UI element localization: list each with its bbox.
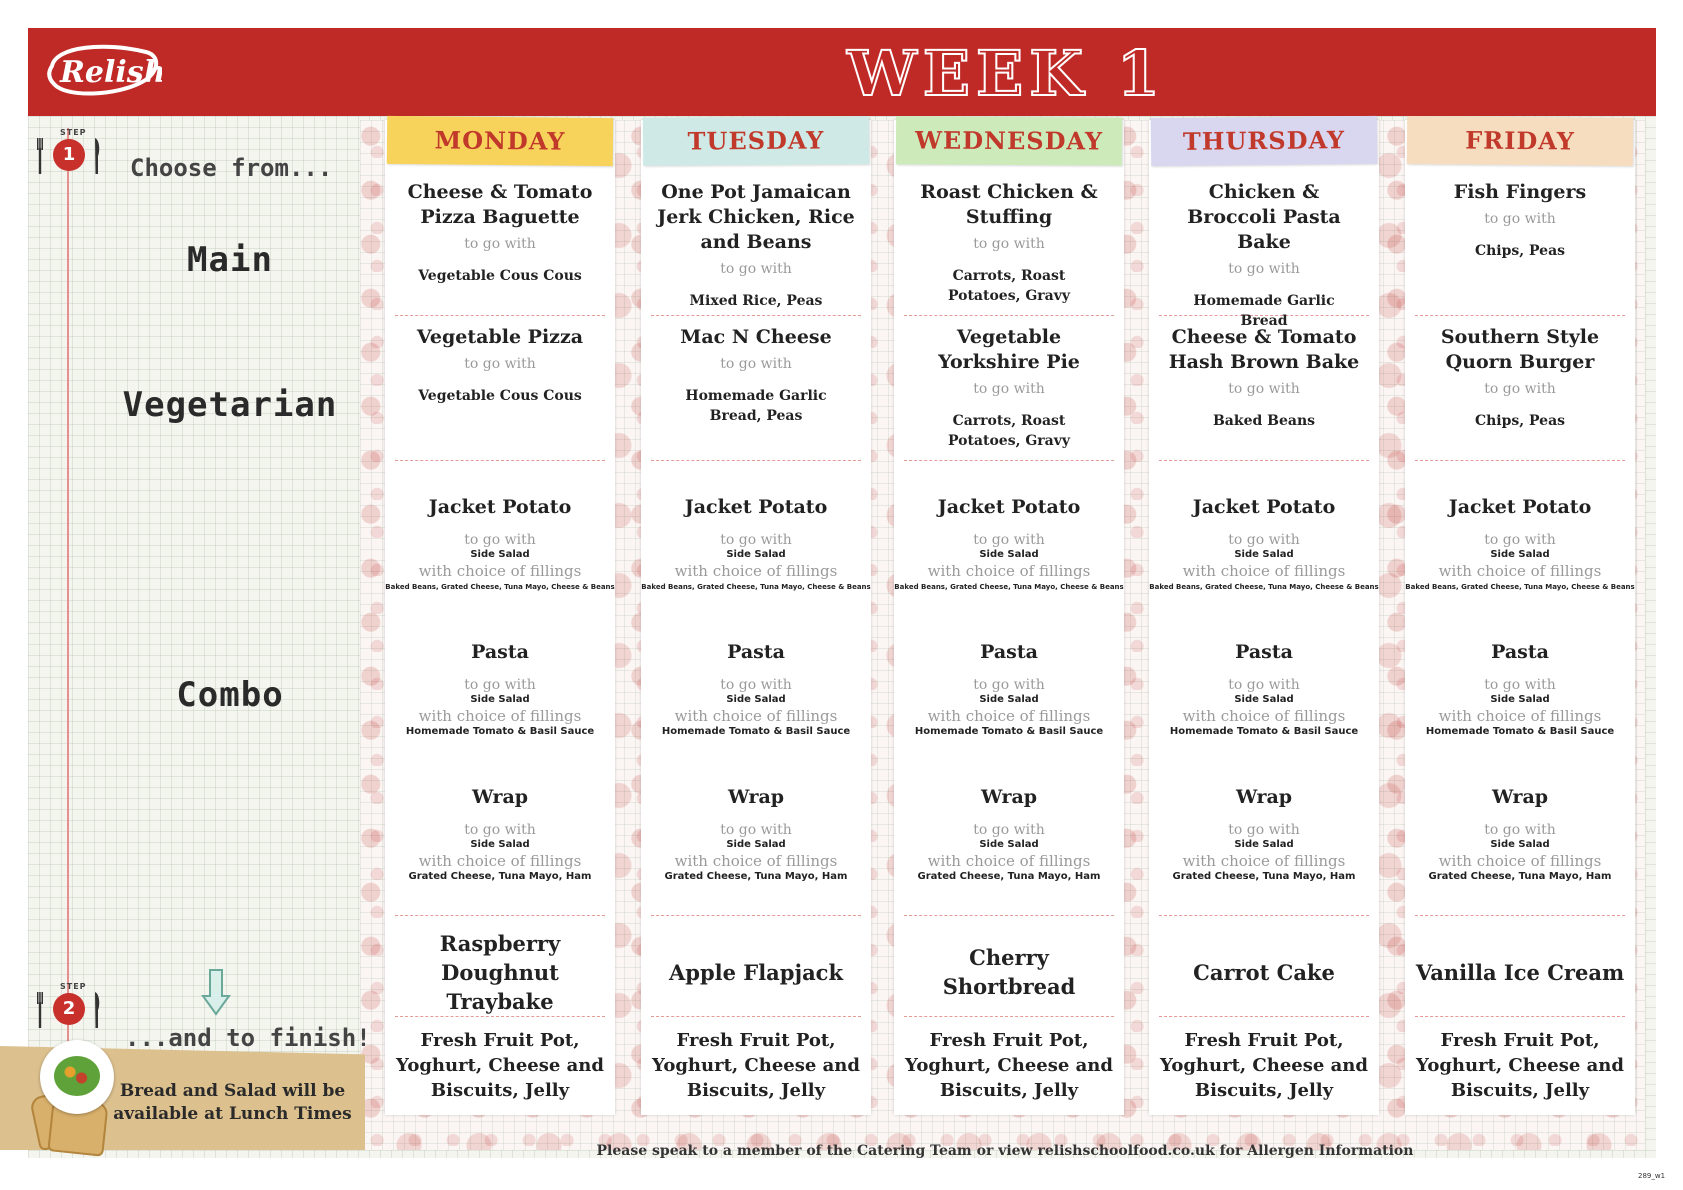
vegetarian-side: Homemade Garlic Bread, Peas [685,388,827,424]
pasta-dish: Pasta [980,641,1038,663]
dessert-cell [904,928,1114,1017]
finish-text: Fresh Fruit Pot, Yoghurt, Cheese and Biscuits, Jelly [1416,1030,1624,1101]
side-text: Side Salad [1490,694,1550,705]
connector-text: to go with [464,822,536,838]
pasta-cell [1405,640,1635,739]
main-dish: Roast Chicken & Stuffing [920,181,1098,228]
side-text: Side Salad [979,839,1039,850]
connector-text: to go with [464,356,536,372]
connector-text: to go with [720,677,792,693]
category-combo: Combo [176,675,284,715]
side-text: Side Salad [1234,549,1294,560]
pasta-cell [385,640,615,739]
side-text: Side Salad [1234,839,1294,850]
finish-cell [1157,1028,1371,1103]
connector-text: to go with [1484,211,1556,227]
jacket-cell [1405,495,1635,594]
side-text: Side Salad [979,694,1039,705]
week-title: WEEK 1 [847,37,1166,110]
day-column-friday [1405,120,1635,1115]
allergen-footer: Please speak to a member of the Catering Team or view relishschoolfood.co.uk for Allergen Information [596,1143,1414,1159]
fork-icon [37,138,43,174]
side-text: Side Salad [726,694,786,705]
finish-cell [393,1028,607,1103]
vegetarian-dish: Southern Style Quorn Burger [1440,326,1600,373]
wrap-dish: Wrap [1235,786,1293,808]
step-number: 2 [53,993,85,1025]
category-main: Main [187,240,273,280]
connector-text: to go with [1228,381,1300,397]
day-header-tuesday: TUESDAY [643,116,869,166]
side-text: Side Salad [726,549,786,560]
connector-text: to go with [1228,822,1300,838]
main-cell [1415,180,1625,316]
fillings-label: with choice of fillings [927,562,1091,580]
step-label: STEP [60,128,87,137]
dessert-text: Carrot Cake [1193,959,1335,985]
vegetarian-cell [651,325,861,461]
pasta-dish: Pasta [471,641,529,663]
fillings-text: Baked Beans, Grated Cheese, Tuna Mayo, Cheese & Beans [1149,583,1379,591]
side-text: Side Salad [470,549,530,560]
wrap-cell [651,785,861,916]
side-text: Side Salad [1490,549,1550,560]
fillings-text: Homemade Tomato & Basil Sauce [914,726,1104,737]
fillings-label: with choice of fillings [1438,562,1602,580]
step-1-badge [36,128,106,188]
pasta-dish: Pasta [1491,641,1549,663]
dessert-text: Cherry Shortbread [942,945,1076,999]
wrap-dish: Wrap [980,786,1038,808]
connector-text: to go with [973,532,1045,548]
main-dish: Cheese & Tomato Pizza Baguette [407,181,593,228]
down-arrow-icon [201,968,231,1016]
fillings-label: with choice of fillings [418,852,582,870]
connector-text: to go with [1484,677,1556,693]
main-side: Homemade Garlic Bread [1193,293,1335,329]
step-label: STEP [60,982,87,991]
main-dish: Chicken & Broccoli Pasta Bake [1187,181,1341,253]
fillings-label: with choice of fillings [418,707,582,725]
connector-text: to go with [973,822,1045,838]
dessert-text: Raspberry Doughnut Traybake [439,930,561,1014]
fillings-text: Homemade Tomato & Basil Sauce [661,726,851,737]
vegetarian-side: Chips, Peas [1474,413,1566,429]
knife-icon [94,992,100,1028]
salad-plate-icon [40,1040,114,1114]
pasta-dish: Pasta [1235,641,1293,663]
jacket-dish: Jacket Potato [428,496,572,518]
connector-text: to go with [464,532,536,548]
vegetarian-cell [904,325,1114,461]
day-column-wednesday [894,120,1124,1115]
step-2-badge [36,982,106,1042]
vegetarian-cell [1415,325,1625,461]
connector-text: to go with [720,261,792,277]
vegetarian-side: Vegetable Cous Cous [418,388,582,404]
jacket-dish: Jacket Potato [1192,496,1336,518]
dessert-cell [1159,928,1369,1017]
jacket-cell [385,495,615,594]
vegetarian-dish: Cheese & Tomato Hash Brown Bake [1168,326,1360,373]
jacket-cell [641,495,871,594]
fillings-text: Homemade Tomato & Basil Sauce [405,726,595,737]
fillings-text: Baked Beans, Grated Cheese, Tuna Mayo, Cheese & Beans [894,583,1124,591]
fillings-label: with choice of fillings [1438,852,1602,870]
fillings-label: with choice of fillings [1182,707,1346,725]
finish-text: Fresh Fruit Pot, Yoghurt, Cheese and Biscuits, Jelly [1160,1030,1368,1101]
fillings-label: with choice of fillings [1182,852,1346,870]
side-text: Side Salad [1234,694,1294,705]
bread-salad-text: Bread and Salad will be available at Lunch Times [113,1081,352,1124]
wrap-cell [904,785,1114,916]
side-text: Side Salad [726,839,786,850]
side-text: Side Salad [979,549,1039,560]
dessert-cell [395,928,605,1017]
vegetarian-side: Carrots, Roast Potatoes, Gravy [947,413,1071,449]
finish-cell [649,1028,863,1103]
dessert-text: Vanilla Ice Cream [1415,959,1625,985]
connector-text: to go with [1228,677,1300,693]
jacket-cell [1149,495,1379,594]
dessert-text: Apple Flapjack [668,959,844,985]
fillings-text: Baked Beans, Grated Cheese, Tuna Mayo, Cheese & Beans [385,583,615,591]
pasta-cell [1149,640,1379,739]
jacket-dish: Jacket Potato [937,496,1081,518]
wrap-cell [1415,785,1625,916]
main-cell [651,180,861,316]
step-2-text: ...and to finish! [125,1024,371,1052]
side-text: Side Salad [1490,839,1550,850]
step-1-text: Choose from... [130,154,333,182]
fillings-label: with choice of fillings [927,852,1091,870]
day-header-friday: FRIDAY [1407,116,1633,166]
jacket-dish: Jacket Potato [684,496,828,518]
main-cell [395,180,605,316]
vegetarian-dish: Mac N Cheese [680,326,832,348]
jacket-dish: Jacket Potato [1448,496,1592,518]
wrap-dish: Wrap [727,786,785,808]
main-dish: Fish Fingers [1453,181,1587,203]
vegetarian-cell [395,325,605,461]
fillings-label: with choice of fillings [418,562,582,580]
connector-text: to go with [973,236,1045,252]
day-column-monday [385,120,615,1115]
connector-text: to go with [720,356,792,372]
fillings-label: with choice of fillings [1182,562,1346,580]
fillings-label: with choice of fillings [674,562,838,580]
main-side: Carrots, Roast Potatoes, Gravy [947,268,1071,304]
connector-text: to go with [1228,532,1300,548]
connector-text: to go with [720,532,792,548]
main-side: Vegetable Cous Cous [418,268,582,284]
fillings-text: Baked Beans, Grated Cheese, Tuna Mayo, Cheese & Beans [1405,583,1635,591]
connector-text: to go with [973,677,1045,693]
finish-cell [902,1028,1116,1103]
main-side: Chips, Peas [1474,243,1566,259]
category-vegetarian: Vegetarian [122,385,338,425]
dessert-cell [1415,928,1625,1017]
day-column-thursday [1149,120,1379,1115]
day-column-tuesday [641,120,871,1115]
day-header-monday: MONDAY [387,116,613,166]
main-cell [1159,180,1369,329]
connector-text: to go with [720,822,792,838]
fillings-text: Grated Cheese, Tuna Mayo, Ham [1172,871,1356,882]
logo-text: Relish [60,55,162,90]
step-number: 1 [53,139,85,171]
wrap-dish: Wrap [1491,786,1549,808]
connector-text: to go with [1484,381,1556,397]
connector-text: to go with [464,236,536,252]
fillings-text: Baked Beans, Grated Cheese, Tuna Mayo, Cheese & Beans [641,583,871,591]
vegetarian-dish: Vegetable Yorkshire Pie [938,326,1080,373]
finish-text: Fresh Fruit Pot, Yoghurt, Cheese and Biscuits, Jelly [905,1030,1113,1101]
fillings-label: with choice of fillings [674,852,838,870]
connector-text: to go with [1484,822,1556,838]
menu-code: 289_w1 [1638,1172,1666,1180]
connector-text: to go with [464,677,536,693]
main-dish: One Pot Jamaican Jerk Chicken, Rice and Beans [657,181,855,253]
fork-icon [37,992,43,1028]
knife-icon [94,138,100,174]
finish-text: Fresh Fruit Pot, Yoghurt, Cheese and Biscuits, Jelly [652,1030,860,1101]
connector-text: to go with [1228,261,1300,277]
wrap-dish: Wrap [471,786,529,808]
day-header-thursday: THURSDAY [1151,116,1377,166]
main-side: Mixed Rice, Peas [689,293,823,309]
pasta-cell [894,640,1124,739]
wrap-cell [1159,785,1369,916]
fillings-text: Homemade Tomato & Basil Sauce [1169,726,1359,737]
fillings-text: Grated Cheese, Tuna Mayo, Ham [408,871,592,882]
finish-text: Fresh Fruit Pot, Yoghurt, Cheese and Biscuits, Jelly [396,1030,604,1101]
fillings-text: Grated Cheese, Tuna Mayo, Ham [917,871,1101,882]
finish-cell [1413,1028,1627,1103]
side-text: Side Salad [470,694,530,705]
day-header-wednesday: WEDNESDAY [896,116,1122,165]
fillings-text: Grated Cheese, Tuna Mayo, Ham [664,871,848,882]
side-text: Side Salad [470,839,530,850]
vegetarian-cell [1159,325,1369,461]
main-cell [904,180,1114,316]
fillings-label: with choice of fillings [927,707,1091,725]
fillings-text: Homemade Tomato & Basil Sauce [1425,726,1615,737]
vegetarian-dish: Vegetable Pizza [416,326,584,348]
vegetarian-side: Baked Beans [1212,413,1316,429]
fillings-text: Grated Cheese, Tuna Mayo, Ham [1428,871,1612,882]
connector-text: to go with [1484,532,1556,548]
dessert-cell [651,928,861,1017]
jacket-cell [894,495,1124,594]
pasta-cell [641,640,871,739]
fillings-label: with choice of fillings [674,707,838,725]
connector-text: to go with [973,381,1045,397]
fillings-label: with choice of fillings [1438,707,1602,725]
wrap-cell [395,785,605,916]
pasta-dish: Pasta [727,641,785,663]
